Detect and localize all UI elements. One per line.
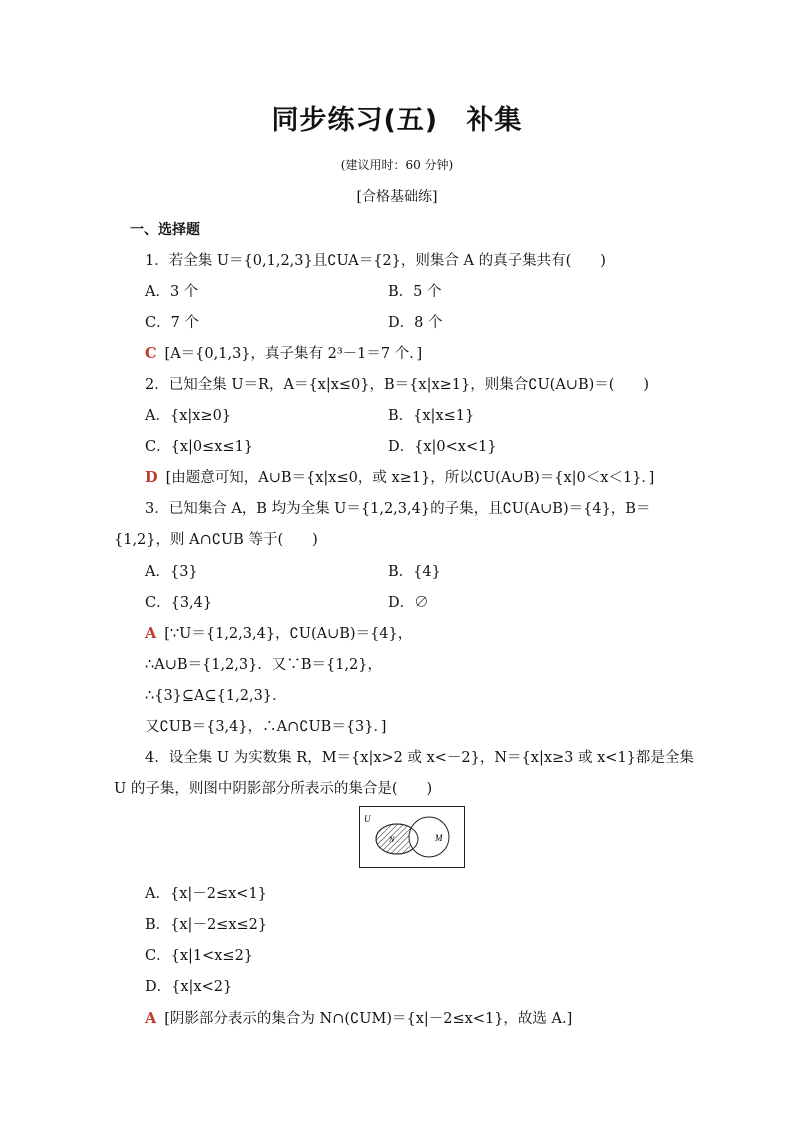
q1-stem: 1．若全集 U＝{0,1,2,3}且∁UA＝{2}，则集合 A 的真子集共有( ): [145, 253, 606, 269]
q1-solution: [145, 342, 422, 363]
q2-option-d: D．{x|0<x<1}: [388, 439, 497, 455]
q3-explanation-3: ∴{3}⊆A⊆{1,2,3}．: [145, 688, 287, 704]
q1-answer-letter: C: [145, 345, 157, 362]
section-heading: 一、选择题: [130, 222, 200, 238]
q4-stem-line1: 4．设全集 U 为实数集 R，M＝{x|x>2 或 x<－2}，N＝{x|x≥3 或 x<1}都是全集: [145, 750, 694, 766]
q3-option-d: D．∅: [388, 595, 429, 611]
q4-option-c: C．{x|1<x≤2}: [145, 948, 254, 964]
q3-explanation-4: 又∁UB＝{3,4}，∴A∩∁UB＝{3}．]: [145, 719, 387, 735]
q3-option-c: C．{3,4}: [145, 595, 213, 611]
q2-option-c: C．{x|0≤x≤1}: [145, 439, 254, 455]
label-n: N: [389, 835, 395, 844]
q2-stem: 2．已知全集 U＝R，A＝{x|x≤0}，B＝{x|x≥1}，则集合∁U(A∪B)＝( ): [145, 377, 650, 393]
q3-stem-line2: {1,2}，则 A∩∁UB 等于( ): [114, 532, 318, 548]
time-suggestion: (建议用时：60 分钟): [340, 158, 454, 172]
q3-explanation-1: [∵U＝{1,2,3,4}，∁U(A∪B)＝{4}，: [164, 626, 413, 642]
level-heading: [合格基础练]: [356, 189, 438, 205]
q4-option-b: B．{x|－2≤x≤2}: [145, 917, 268, 933]
label-u: U: [364, 814, 371, 824]
q2-explanation: [由题意可知，A∪B＝{x|x≤0，或 x≥1}，所以∁U(A∪B)＝{x|0＜x＜1}．]: [165, 470, 655, 486]
q3-stem-line1: 3．已知集合 A，B 均为全集 U＝{1,2,3,4}的子集，且∁U(A∪B)＝{4}，B＝: [145, 501, 651, 517]
set-m-circle: [409, 817, 449, 857]
q4-option-a: A．{x|－2≤x<1}: [145, 886, 267, 902]
q4-stem-line2: U 的子集，则图中阴影部分所表示的集合是( ): [114, 781, 433, 797]
q2-option-a: A．{x|x≥0}: [145, 408, 232, 424]
q1-option-a: A．3 个: [145, 284, 199, 300]
q2-option-b: B．{x|x≤1}: [388, 408, 475, 424]
q1-option-c: C．7 个: [145, 315, 199, 331]
q2-solution: [145, 466, 654, 487]
q4-explanation: [阴影部分表示的集合为 N∩(∁UM)＝{x|－2≤x<1}，故选 A.]: [164, 1011, 573, 1027]
q3-solution-line1: [145, 622, 412, 643]
q4-option-d: D．{x|x<2}: [145, 979, 233, 995]
q3-option-b: B．{4}: [388, 564, 441, 580]
venn-diagram: [359, 806, 465, 868]
q4-solution: [145, 1007, 572, 1028]
q3-option-a: A．{3}: [145, 564, 198, 580]
q1-option-b: B．5 个: [388, 284, 442, 300]
q1-option-d: D．8 个: [388, 315, 443, 331]
q4-answer-letter: A: [145, 1010, 157, 1027]
label-m: M: [435, 833, 443, 843]
q3-explanation-2: ∴A∪B＝{1,2,3}．又∵B＝{1,2}，: [145, 657, 383, 673]
q1-explanation: [A＝{0,1,3}，真子集有 2³－1＝7 个．]: [164, 346, 423, 362]
page-title: 同步练习(五) 补集: [271, 105, 523, 136]
q3-answer-letter: A: [145, 625, 157, 642]
q2-answer-letter: D: [145, 469, 158, 486]
